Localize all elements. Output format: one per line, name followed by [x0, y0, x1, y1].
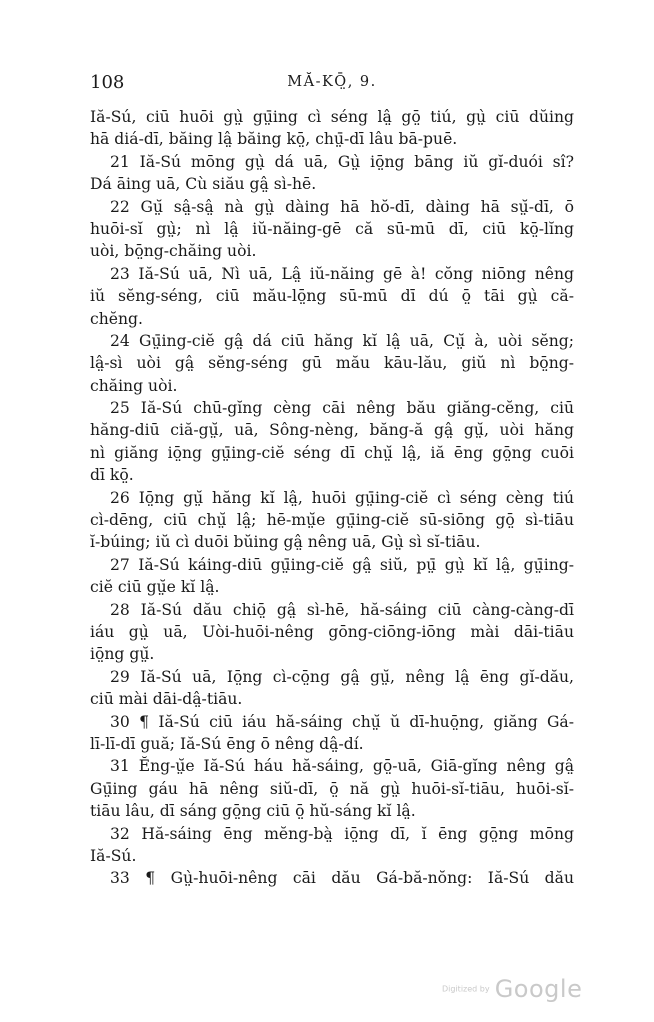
text-line: 30 ¶ Iă-Sú ciū iáu hă-sáing chṳ̆ ŭ dī-huō̤ng, giăng Gá- [110, 712, 574, 731]
text-line: ciĕ ciū gṳ̆e kĭ lâ̤. [90, 578, 220, 597]
text-line: 29 Iă-Sú uā, Iō̤ng cì-cō̤ng gâ̤ gṳ̆, nêng lâ̤ ēng gĭ-dău, [110, 667, 574, 686]
text-line: hā diá-dī, băing lâ̤ băing kō̤, chṳ̄-dī lâu bā-puē. [90, 130, 458, 149]
text-line: lâ̤-sì uòi gâ̤ sĕng-séng gū mău kāu-lău, giŭ nì bō̤ng- [90, 354, 574, 373]
google-logo: Google [494, 975, 583, 1003]
text-line: 27 Iă-Sú káing-diū gṳ̄ing-ciĕ gâ̤ siŭ, pṳ̄ gṳ̀ kĭ lâ̤, gṳ̄ing- [110, 555, 574, 574]
digitized-watermark [442, 975, 582, 1003]
text-line: iŭ sĕng-séng, ciū mău-lō̤ng sū-mū dī dú ō̤ tāi gṳ̀ că- [90, 287, 574, 306]
text-line: 26 Iō̤ng gṳ̆ hăng kĭ lâ̤, huōi gṳ̄ing-ciĕ cì séng cèng tiú [110, 488, 574, 507]
text-line: 21 Iă-Sú mōng gṳ̀ dá uā, Gṳ̀ iō̤ng bāng iŭ gĭ-duói sî? [110, 152, 574, 171]
watermark-prefix: Digitized by [442, 984, 490, 994]
text-line: uòi, bō̤ng-chăing uòi. [90, 242, 257, 261]
text-line: lī-lī-dī guă; Iă-Sú ēng ō nêng dâ̤-dí. [90, 734, 364, 753]
text-line: hăng-diū ciă-gṳ̆, uā, Sông-nèng, băng-ă gâ̤ gṳ̆, uòi hăng [90, 421, 574, 440]
text-line: Dá āing uā, Cù siău gâ̤ sì-hē. [90, 175, 317, 194]
text-line: 24 Gṳ̄ing-ciĕ gâ̤ dá ciū hăng kĭ lâ̤ uā, Cṳ̆ à, uòi sĕng; [110, 331, 574, 350]
text-body [90, 106, 574, 890]
text-line: chăing uòi. [90, 376, 178, 395]
text-line: Iă-Sú. [90, 846, 137, 865]
text-line: nì giăng iō̤ng gṳ̄ing-ciĕ séng dī chṳ̆ lâ̤, iă ēng gō̤ng cuōi [90, 443, 574, 462]
text-line: 32 Hă-sáing ēng mĕng-bà̤ iō̤ng dī, ĭ ēng gō̤ng mōng [110, 824, 574, 843]
text-line: 28 Iă-Sú dău chiō̤ gâ̤ sì-hē, hă-sáing ciū càng-càng-dī [110, 600, 574, 619]
text-line: dī kō̤. [90, 466, 134, 485]
text-line: ĭ-búing; iŭ cì duōi bŭing gâ̤ nêng uā, Gṳ̀ sì sĭ-tiāu. [90, 533, 481, 552]
text-line: 25 Iă-Sú chū-gĭng cèng cāi nêng bău giăng-cĕng, ciū [110, 399, 574, 418]
text-line: iō̤ng gṳ̆. [90, 645, 155, 664]
text-line: 31 Ĕng-ṳ̆e Iă-Sú háu hă-sáing, gō̤-uā, Giā-gĭng nêng gâ̤ [110, 757, 574, 776]
text-line: Iă-Sú, ciū huōi gṳ̀ gṳ̄ing cì séng lâ̤ gō̤ tiú, gṳ̀ ciū dŭing [90, 108, 574, 126]
text-line: huōi-sĭ gṳ̀; nì lâ̤ iŭ-năing-gē că sū-mū dī, ciū kō̤-lĭng [90, 219, 574, 238]
text-line: 23 Iă-Sú uā, Nì uā, Lâ̤ iŭ-năing gē à! cŏng niōng nêng [110, 264, 574, 283]
text-line: ciū mài dāi-dâ̤-tiāu. [90, 690, 243, 709]
text-line: tiāu lâu, dī sáng gō̤ng ciū ō̤ hŭ-sáng kĭ lâ̤. [90, 802, 416, 821]
text-line: iáu gṳ̀ uā, Uòi-huōi-nêng gōng-ciōng-iōng mài dāi-tiāu [90, 622, 574, 641]
book-page [90, 72, 574, 890]
page-number: 108 [90, 72, 125, 93]
text-line: 33 ¶ Gṳ̀-huōi-nêng cāi dău Gá-bă-nŏng: Iă-Sú dău [110, 869, 574, 888]
text-line: Gṳ̄ing gáu hā nêng siŭ-dī, ō̤ nă gṳ̀ huōi-sĭ-tiāu, huōi-sĭ- [90, 779, 574, 798]
text-line: chĕng. [90, 309, 143, 328]
page-header [90, 72, 574, 106]
text-line: 22 Gṳ̆ sâ̤-sâ̤ nà gṳ̀ dàing hā hŏ-dī, dàing hā sṳ̆-dī, ō [110, 197, 574, 216]
text-line: cì-dēng, ciū chṳ̆ lâ̤; hē-mṳ̆e gṳ̄ing-ciĕ sū-siōng gō̤ sì-tiāu [90, 511, 574, 530]
running-head: MĂ-KŌ̤, 9. [287, 74, 377, 90]
